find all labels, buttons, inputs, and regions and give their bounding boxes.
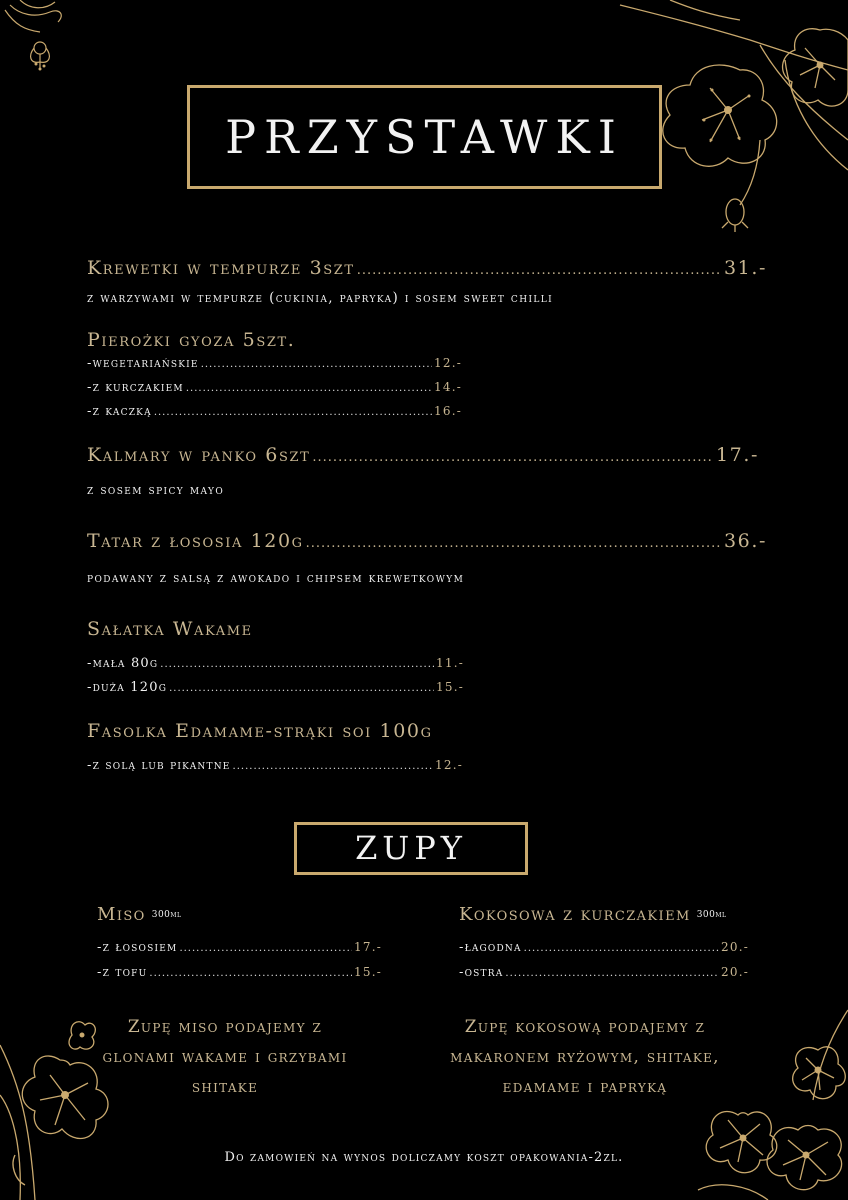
- menu-item-header: [87, 257, 767, 279]
- dot-leader: [233, 761, 434, 772]
- option-price: 12.-: [434, 356, 462, 370]
- menu-item-name: Krewetki w tempurze 3szt: [87, 257, 355, 279]
- packaging-fee-note: Do zamowień na wynos doliczamy koszt opakowania-2zl.: [224, 1150, 624, 1165]
- soup-option-row: [97, 940, 382, 955]
- soups-title: ZUPY: [355, 829, 467, 867]
- soups-title-box: [294, 822, 528, 875]
- dot-leader: [154, 407, 432, 418]
- soup-name: Miso: [97, 904, 146, 925]
- menu-option-row: [87, 404, 462, 419]
- option-price: 16.-: [434, 404, 462, 418]
- soup-option-row: [459, 965, 749, 980]
- menu-option-row: [87, 680, 464, 695]
- menu-item-name: Tatar z łososia 120g: [87, 530, 304, 552]
- section-title-box: [187, 85, 662, 189]
- dot-leader: [357, 263, 722, 278]
- option-price: 12.-: [435, 758, 463, 772]
- dot-leader: [306, 536, 722, 551]
- option-price: 14.-: [434, 380, 462, 394]
- menu-item-description: z warzywami w tempurze (cukinia, papryka) i sosem sweet chilli: [87, 290, 554, 306]
- section-title: PRZYSTAWKI: [225, 110, 624, 164]
- option-price: 11.-: [436, 656, 464, 670]
- menu-item-header: [87, 530, 767, 552]
- soup-option-row: [97, 965, 382, 980]
- menu-option-row: [87, 758, 463, 773]
- menu-item-name: Kalmary w panko 6szt: [87, 444, 311, 466]
- option-label: -z kurczakiem: [87, 380, 184, 395]
- menu-item-description: z sosem spicy mayo: [87, 482, 225, 498]
- dot-leader: [160, 659, 434, 670]
- option-label: -duża 120g: [87, 680, 168, 695]
- soup-volume: 300ml: [151, 910, 182, 920]
- option-price: 15.-: [354, 965, 382, 979]
- menu-item-description: podawany z salsą z awokado i chipsem krewetkowym: [87, 570, 465, 586]
- soup-note: Zupę kokosową podajemy z makaronem ryżowym, shitake, edamame i papryką: [450, 1017, 720, 1097]
- menu-item-header: [87, 444, 759, 466]
- option-label: -mała 80g: [87, 656, 159, 671]
- menu-item-name: Fasolka Edamame-strąki soi 100g: [87, 720, 433, 742]
- soup-option-row: [459, 940, 749, 955]
- dot-leader: [179, 943, 352, 954]
- menu-item-price: 31.-: [723, 257, 767, 279]
- menu-item-price: 17.-: [715, 444, 759, 466]
- option-price: 20.-: [721, 965, 749, 979]
- soup-volume: 300ml: [696, 910, 727, 920]
- dot-leader: [312, 450, 714, 465]
- menu-item-name: Sałatka Wakame: [87, 618, 253, 640]
- soup-name: Kokosowa z kurczakiem: [459, 904, 691, 925]
- soup-note: Zupę miso podajemy z glonami wakame i grzybami shitake: [102, 1017, 348, 1097]
- soup-header: [459, 904, 727, 925]
- menu-item-price: 36.-: [723, 530, 767, 552]
- option-label: -łagodna: [459, 940, 522, 955]
- option-label: -z tofu: [97, 965, 148, 980]
- option-price: 20.-: [721, 940, 749, 954]
- soup-header: [97, 904, 182, 925]
- menu-option-row: [87, 380, 462, 395]
- flower-top-left-icon: [0, 0, 80, 75]
- option-price: 15.-: [436, 680, 464, 694]
- menu-option-row: [87, 356, 462, 371]
- option-label: -z solą lub pikantne: [87, 758, 231, 773]
- dot-leader: [149, 968, 352, 979]
- dot-leader: [505, 968, 719, 979]
- dot-leader: [169, 683, 434, 694]
- option-label: -z łososiem: [97, 940, 178, 955]
- option-label: -ostra: [459, 965, 504, 980]
- menu-option-row: [87, 656, 464, 671]
- option-label: -z kaczką: [87, 404, 152, 419]
- dot-leader: [524, 943, 719, 954]
- option-price: 17.-: [354, 940, 382, 954]
- dot-leader: [186, 383, 432, 394]
- option-label: -wegetariańskie: [87, 356, 199, 371]
- menu-item-name: Pierożki gyoza 5szt.: [87, 329, 296, 351]
- dot-leader: [201, 359, 432, 370]
